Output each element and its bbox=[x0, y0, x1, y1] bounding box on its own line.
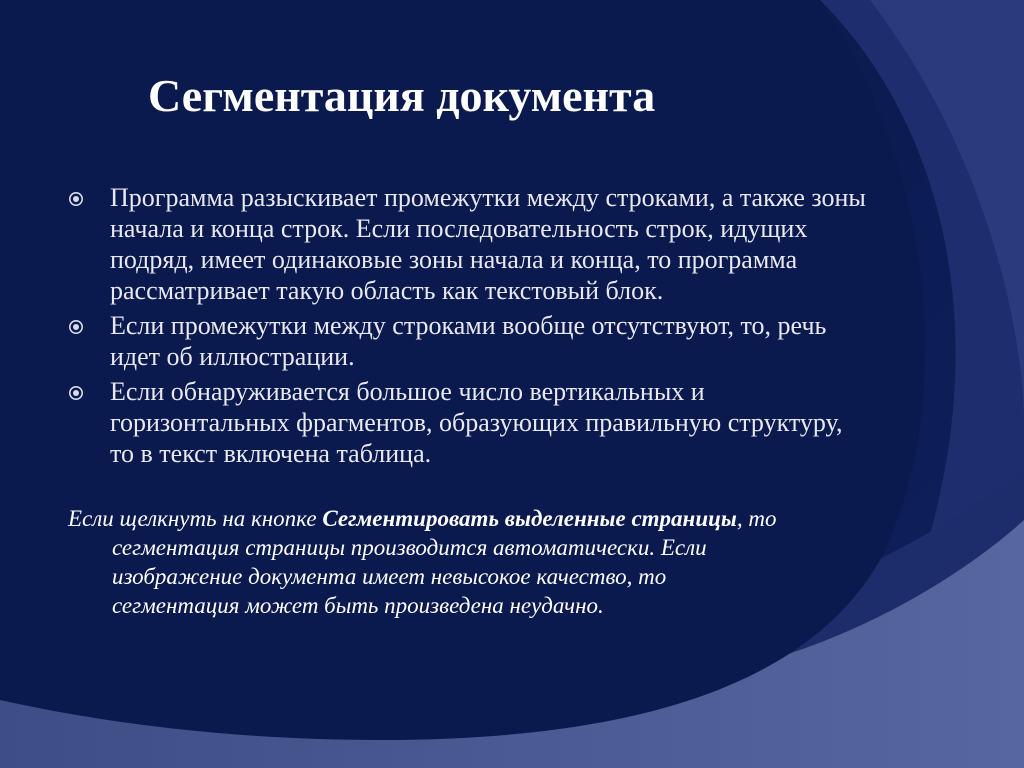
bullet-list bbox=[68, 182, 868, 473]
circle-dot-icon bbox=[68, 319, 84, 335]
circle-dot-icon bbox=[68, 385, 84, 401]
bullet-text: Если промежутки между строками вообще отсутствуют, то, речь идет об иллюстрации. bbox=[110, 311, 827, 371]
slide-title: Сегментация документа bbox=[148, 70, 656, 121]
note-prefix: Если щелкнуть на кнопке bbox=[68, 506, 323, 531]
note-paragraph bbox=[68, 504, 788, 620]
bullet-item bbox=[68, 310, 868, 372]
bullet-item bbox=[68, 182, 868, 306]
bullet-text: Если обнаруживается большое число вертикальных и горизонтальных фрагментов, образующих правильную структуру, то в текст включена таблица. bbox=[110, 377, 843, 468]
bullet-text: Программа разыскивает промежутки между строками, а также зоны начала и конца строк. Если последовательность строк, идущих подряд, имеет одинаковые зоны начала и конца, то программа рассматривает такую область как текстовый блок. bbox=[110, 183, 866, 305]
note-emphasis: Сегментировать выделенные страницы bbox=[322, 506, 737, 531]
circle-dot-icon bbox=[68, 191, 84, 207]
note-suffix: , то сегментация страницы производится автоматически. Если изображение документа имеет невысокое качество, то сегментация может быть произведена неудачно. bbox=[112, 506, 777, 618]
bullet-item bbox=[68, 376, 868, 469]
italic-note bbox=[68, 504, 788, 620]
